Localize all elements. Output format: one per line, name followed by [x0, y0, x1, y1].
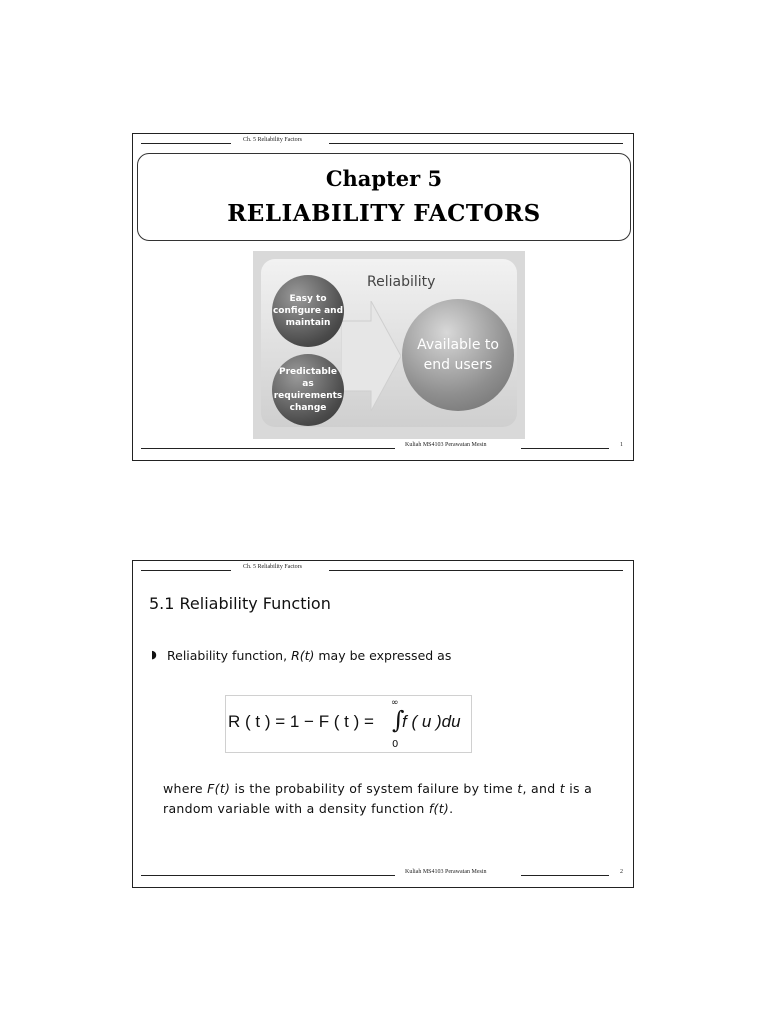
slide-footer	[133, 442, 633, 454]
chapter-title: RELIABILITY FACTORS	[227, 200, 541, 227]
footer-rule-left	[141, 448, 395, 449]
slide-footer	[133, 869, 633, 881]
integral-lower-limit: 0	[392, 739, 399, 750]
bullet-text-pre: Reliability function,	[167, 648, 292, 663]
footer-text: Kuliah MS4103 Perawatan Mesin	[405, 869, 487, 875]
bullet-symbol: R(t)	[291, 648, 315, 663]
para-text-1: where	[163, 781, 208, 796]
graphic-panel	[261, 259, 517, 427]
para-text-4: is a random variable with a density function	[163, 781, 593, 816]
header-rule-right	[329, 570, 623, 571]
header-rule-right	[329, 143, 623, 144]
formula-left: R ( t ) = 1 − F ( t ) =	[228, 712, 374, 731]
slide-header	[133, 136, 633, 148]
integral-upper-limit: ∞	[391, 698, 399, 708]
bullet-item	[153, 648, 451, 663]
integral-sign-icon: ∫	[392, 706, 405, 734]
header-rule-left	[141, 570, 231, 571]
para-text-5: .	[449, 801, 454, 816]
circle-available: Available to end users	[402, 299, 514, 411]
para-symbol-t1: t	[517, 781, 523, 796]
para-text-2: is the probability of system failure by time	[230, 781, 518, 796]
para-text-3: , and	[522, 781, 560, 796]
slide-1	[132, 133, 634, 461]
footer-rule-right	[521, 875, 609, 876]
formula-box	[225, 695, 472, 753]
section-title: 5.1 Reliability Function	[149, 594, 331, 613]
bullet-text	[167, 648, 451, 663]
footer-rule-right	[521, 448, 609, 449]
para-symbol-t2: t	[559, 781, 565, 796]
arrow-icon	[341, 301, 401, 411]
definition-paragraph	[163, 779, 623, 819]
circle-predictable: Predictable as requirements change	[272, 354, 344, 426]
para-symbol-Ft: F(t)	[207, 781, 231, 796]
slide-header	[133, 563, 633, 575]
circle-easy-configure: Easy to configure and maintain	[272, 275, 344, 347]
title-box	[137, 153, 631, 241]
slide-2	[132, 560, 634, 888]
para-symbol-ft: f(t)	[428, 801, 450, 816]
footer-rule-left	[141, 875, 395, 876]
page-number: 1	[620, 442, 623, 448]
page-number: 2	[620, 869, 623, 875]
footer-text: Kuliah MS4103 Perawatan Mesin	[405, 442, 487, 448]
header-text: Ch. 5 Reliability Factors	[243, 564, 302, 570]
graphic-title: Reliability	[367, 274, 436, 290]
reliability-graphic	[253, 251, 525, 439]
formula-right: f ( u )du	[402, 712, 461, 731]
chapter-label: Chapter 5	[325, 166, 443, 191]
header-rule-left	[141, 143, 231, 144]
bullet-icon: ◗	[151, 648, 157, 661]
header-text: Ch. 5 Reliability Factors	[243, 137, 302, 143]
bullet-text-post: may be expressed as	[314, 648, 452, 663]
